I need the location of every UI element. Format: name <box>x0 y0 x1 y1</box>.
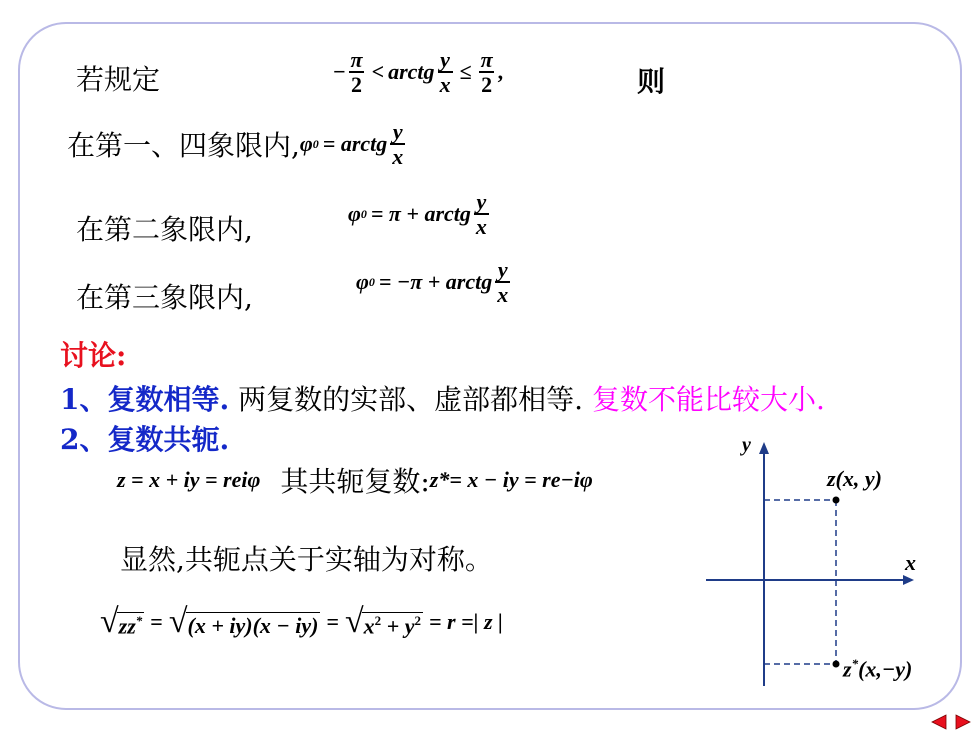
quadrant-3-formula: φ 0 = −π + arctg $\frac{y}{x}$ <box>356 257 509 308</box>
quadrant-2-formula: φ 0 = π + arctg $\frac{y}{x}$ <box>348 189 487 240</box>
next-slide-icon[interactable] <box>956 715 970 729</box>
conjugate-equation: z = x + iy = re iφ 其共轭复数: z * = x − iy = re −iφ <box>117 465 593 498</box>
modulus-equation: √ zz* = √ (x + iy)(x − iy) = √ $x^2 + y^2$ = r =| z | <box>100 603 503 640</box>
quadrant-1-4-line: 在第一、四象限内, φ 0 = arctg $\frac{y}{x}$ <box>67 119 404 170</box>
item-1: 1、复数相等. 两复数的实部、虚部都相等. 复数不能比较大小. <box>60 383 825 416</box>
x-axis-label: x <box>905 550 916 575</box>
definition-label: 若规定 <box>76 63 161 96</box>
x-axis-arrow <box>903 575 914 585</box>
point-z-label: z(x, y) <box>827 466 882 491</box>
pi-over-2-right: $\frac{\pi}{2}$ <box>480 47 493 98</box>
pi-over-2-left: $\frac{\pi}{2}$ <box>350 47 363 98</box>
point-conj-dot <box>833 661 840 668</box>
discussion-heading: 讨论: <box>60 339 127 372</box>
point-conj-label: z*(x,−y) <box>843 656 913 682</box>
item-2: 2、复数共轭. <box>60 423 230 456</box>
slide-navigation <box>930 714 974 730</box>
conclusion-label: 则 <box>637 65 666 98</box>
quadrant-3-label: 在第三象限内, <box>76 281 253 314</box>
y-over-x: $\frac{y}{x}$ <box>439 47 451 98</box>
y-axis-arrow <box>759 442 769 454</box>
range-formula: − $\frac{\pi}{2}$ < arctg $\frac{y}{x}$ ≤ $\frac{\pi}{2}$ , <box>333 47 504 98</box>
y-axis-label: y <box>742 434 751 456</box>
point-z-dot <box>833 497 840 504</box>
quadrant-2-label: 在第二象限内, <box>76 213 253 246</box>
symmetry-statement: 显然,共轭点关于实轴为对称。 <box>120 543 493 576</box>
prev-slide-icon[interactable] <box>932 715 946 729</box>
